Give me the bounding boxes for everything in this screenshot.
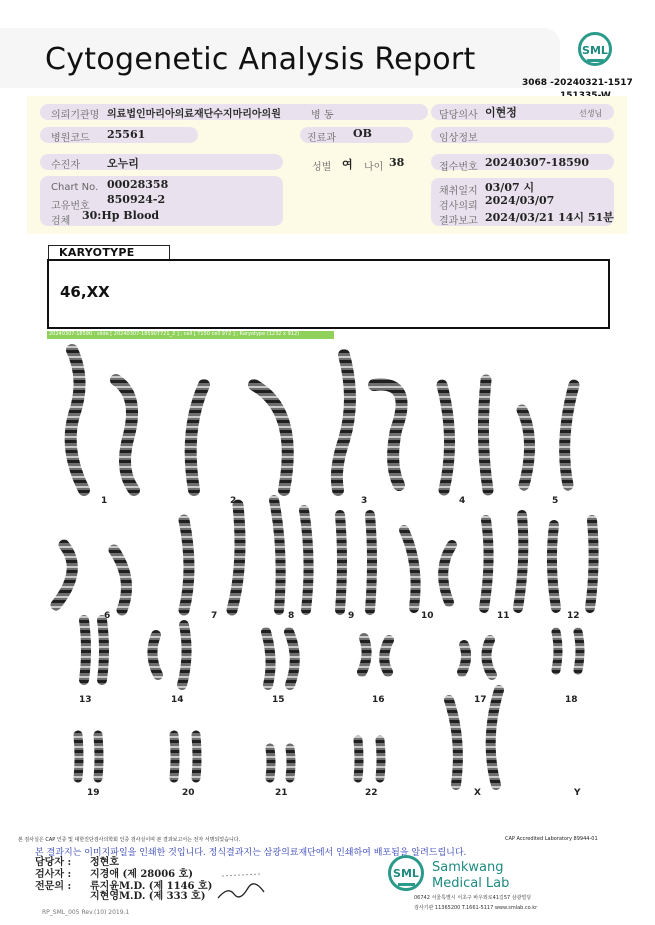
signature: [212, 868, 272, 904]
chromosome-label: 22: [365, 788, 378, 798]
doctor-value: 이현정: [485, 106, 517, 119]
chart-no-label: Chart No.: [51, 182, 99, 193]
sml-logo-bar: [587, 59, 604, 62]
chromosome-label: X: [474, 788, 481, 798]
staff-name: 지현영M.D. (제 333 호): [90, 891, 206, 902]
chromosome-label: 8: [288, 611, 295, 621]
sex-label: 성별: [312, 162, 332, 173]
chromosome-label: 21: [275, 788, 288, 798]
karyotype-result: 46,XX: [60, 283, 110, 301]
department-value: OB: [353, 127, 372, 140]
staff-role: 담당자 :: [35, 857, 72, 868]
clinical-info-label: 임상정보: [439, 133, 478, 144]
chromosome-label: 20: [182, 788, 195, 798]
report-date-label: 결과보고: [439, 216, 478, 227]
chromosome-label: 16: [372, 695, 385, 705]
report-title: Cytogenetic Analysis Report: [45, 42, 476, 77]
karyogram-caption-bar: [47, 331, 334, 339]
accreditation-footnote: 본 검사실은 CAP 인증 및 대한진단검사의학회 인증 검사실이며 본 결과보고서는 전자 서명되었습니다.: [18, 837, 241, 843]
chromosome-label: 13: [79, 695, 92, 705]
chromosome-label: 9: [348, 611, 355, 621]
samkwang-logo-text: SML: [393, 867, 419, 880]
unique-no-value: 850924-2: [107, 193, 166, 206]
karyotype-result-box: [47, 259, 610, 329]
doctor-suffix: 선생님: [579, 109, 603, 118]
patient-info-panel: [27, 96, 627, 234]
age-label: 나이: [364, 162, 384, 173]
chromosome-label: Y: [574, 788, 581, 798]
chromosome-label: 11: [497, 611, 510, 621]
institution-label: 의뢰기관명: [51, 110, 100, 121]
specimen-value: 30:Hp Blood: [82, 209, 160, 222]
hospital-code-label: 병원코드: [51, 133, 90, 144]
chromosome-label: 3: [361, 496, 368, 506]
sml-logo: [578, 32, 612, 66]
samkwang-logo-bar: [398, 883, 415, 886]
chromosome-label: 1: [101, 496, 108, 506]
barcode-line-1: 3068 -20240321-1517: [522, 78, 633, 88]
doctor-label: 담당의사: [439, 110, 478, 121]
karyogram-caption: 20240307-18590 : slide [ 20240307-18590T721_2 ] ; cell [ T150 cell 972 ] ; Karyotype (1232 x 912): [49, 331, 300, 337]
sex-value: 여: [342, 158, 353, 171]
chart-no-value: 00028358: [107, 178, 169, 191]
staff-role: 전문의 :: [35, 881, 72, 892]
lab-phone: 검사기관 11365200 T.1661-5117 www.smlab.co.kr: [414, 905, 538, 911]
chromosome-label: 17: [474, 695, 487, 705]
ward-label: 병 동: [311, 110, 334, 121]
lab-name-line-1: Samkwang: [432, 860, 504, 875]
samkwang-logo: [388, 855, 424, 891]
receipt-no-label: 접수번호: [439, 162, 478, 173]
report-date-value: 2024/03/21 14시 51분: [485, 211, 614, 224]
chromosome-label: 14: [171, 695, 184, 705]
patient-label: 수진자: [51, 160, 80, 171]
chromosome-label: 19: [87, 788, 100, 798]
department-label: 진료과: [307, 133, 336, 144]
request-date-value: 2024/03/07: [485, 194, 555, 207]
form-code: RP_SML_005 Rev.(10) 2019.1: [42, 909, 130, 916]
chromosome-label: 15: [272, 695, 285, 705]
request-date-label: 검사의뢰: [439, 201, 478, 212]
karyotype-tab: [48, 245, 170, 260]
chromosome-label: 7: [211, 611, 218, 621]
chromosome-label: 10: [421, 611, 434, 621]
hospital-code-value: 25561: [107, 128, 146, 141]
specimen-label: 검체: [51, 216, 71, 227]
age-value: 38: [389, 156, 405, 169]
collection-date-label: 채취일지: [439, 186, 478, 197]
chromosome-label: 5: [552, 496, 559, 506]
unique-no-label: 고유번호: [51, 201, 90, 212]
chromosome-label: 6: [104, 611, 111, 621]
staff-name: 지경애 (제 28006 호): [90, 869, 193, 880]
lab-address: 06742 서울특별시 서초구 바우뫼로41길57 삼광빌딩: [414, 895, 532, 901]
cap-note: CAP Accredited Laboratory 89944-01: [505, 836, 598, 842]
chromosome-label: 18: [565, 695, 578, 705]
collection-date-value: 03/07 시: [485, 181, 535, 194]
chromosome-label: 12: [567, 611, 580, 621]
chromosome-label: 4: [459, 496, 466, 506]
receipt-no-value: 20240307-18590: [485, 156, 590, 169]
print-notice: 본 결과지는 이미지파일을 인쇄한 것입니다. 정식결과지는 삼광의료재단에서 인쇄하여 배포됨을 알려드립니다.: [35, 848, 467, 858]
chromosome-graphics: [44, 340, 614, 810]
staff-role: 검사자 :: [35, 869, 72, 880]
staff-name: 정현호: [90, 857, 119, 868]
patient-value: 오누리: [107, 157, 139, 170]
lab-name-line-2: Medical Lab: [432, 876, 510, 891]
chromosome-label: 2: [230, 496, 237, 506]
staff-name: 류지윤M.D. (제 1146 호): [90, 881, 213, 892]
sml-logo-text: SML: [582, 44, 608, 57]
karyotype-tab-label: KARYOTYPE: [59, 246, 135, 259]
institution-value: 의료법인마리아의료재단수지마리아의원: [107, 109, 281, 120]
